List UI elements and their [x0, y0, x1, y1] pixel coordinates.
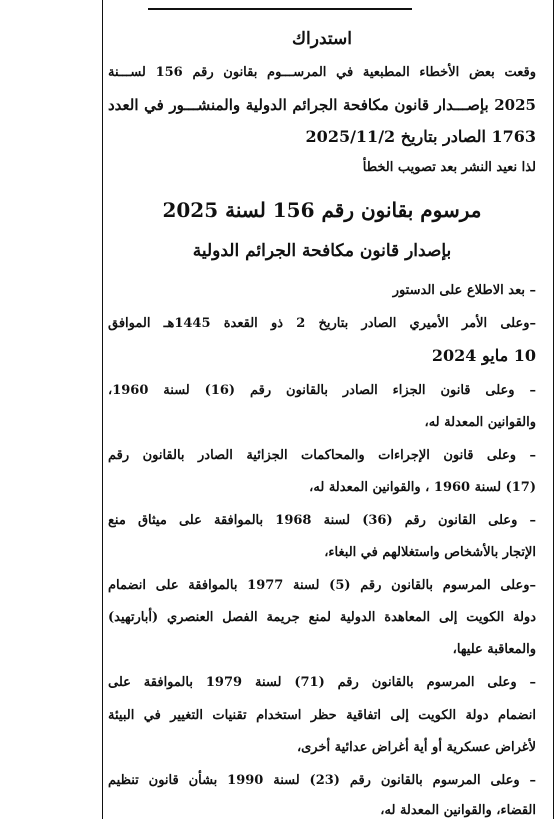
preamble-line: الإتجار بالأشخاص واستغلالهم في البغاء،	[324, 545, 536, 560]
preamble-line: (17) لسنة 1960 ، والقوانين المعدلة له،	[309, 480, 536, 495]
preamble-line: – وعلى القانون رقم (36) لسنة 1968 بالموافقة على ميثاق منع	[108, 513, 536, 528]
preamble-line: 10 مايو 2024	[431, 346, 536, 365]
preamble-line: –وعلى الأمر الأميري الصادر بتاريخ 2 ذو القعدة 1445هـ الموافق	[108, 316, 537, 331]
left-column-rule	[102, 0, 103, 819]
notice-line: 1763 الصادر بتاريخ 2025/11/2	[305, 127, 536, 146]
preamble-line: –وعلى المرسوم بالقانون رقم (5) لسنة 1977 بالموافقة على انضمام	[108, 578, 537, 593]
preamble-line: القضاء، والقوانين المعدلة له،	[380, 803, 536, 818]
notice-line: 2025 بإصـــدار قانون مكافحة الجرائم الدولية والمنشـــور في العدد	[108, 96, 536, 114]
preamble-line: والقوانين المعدلة له،	[424, 415, 536, 430]
notice-title: استدراك	[292, 29, 352, 49]
top-rule	[148, 8, 412, 10]
preamble-line: والمعاقبة عليها،	[452, 642, 536, 657]
decree-subtitle: بإصدار قانون مكافحة الجرائم الدولية	[192, 241, 452, 261]
preamble-line: – وعلى قانون الإجراءات والمحاكمات الجزائية الصادر بالقانون رقم	[108, 448, 536, 463]
preamble-line: دولة الكويت إلى المعاهدة الدولية لمنع جريمة الفصل العنصري (أبارتهيد)	[108, 610, 536, 625]
preamble-line: – وعلى المرسوم بالقانون رقم (23) لسنة 1990 بشأن قانون تنظيم	[108, 773, 536, 788]
preamble-line: – وعلى المرسوم بالقانون رقم (71) لسنة 1979 بالموافقة على	[108, 675, 537, 690]
notice-line: لذا نعيد النشر بعد تصويب الخطأ	[362, 160, 536, 175]
right-column-rule	[553, 0, 554, 819]
preamble-line: لأغراض عسكرية أو أية أغراض عدائية أخرى،	[296, 740, 536, 755]
notice-line: وقعت بعض الأخطاء المطبعية في المرســـوم بقانون رقم 156 لســـنة	[108, 65, 536, 80]
decree-title: مرسوم بقانون رقم 156 لسنة 2025	[162, 198, 482, 222]
preamble-line: انضمام دولة الكويت إلى اتفاقية حظر استخدام تقنيات التغيير في البيئة	[108, 708, 536, 723]
preamble-line: – وعلى قانون الجزاء الصادر بالقانون رقم (16) لسنة 1960،	[108, 383, 536, 398]
preamble-line: – بعد الاطلاع على الدستور	[392, 283, 536, 298]
